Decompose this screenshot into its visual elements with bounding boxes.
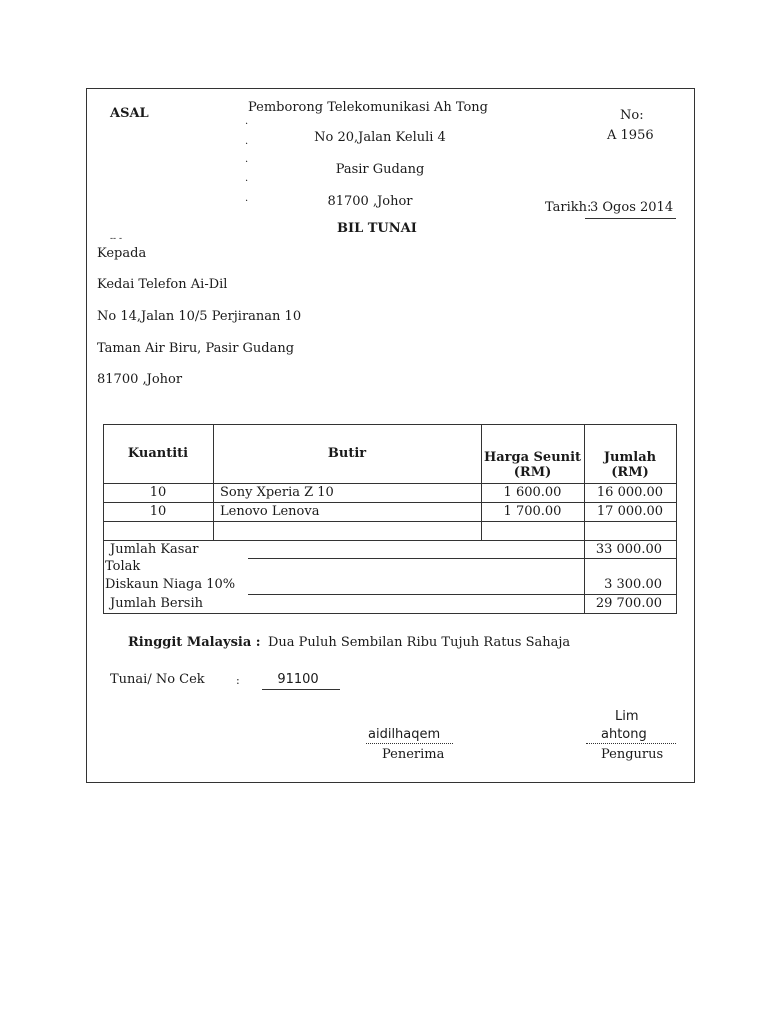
recipient-address-line1: No 14,Jalan 10/5 Perjiranan 10 (97, 309, 302, 324)
table-row-rule (103, 502, 677, 503)
dot-mark: . (245, 173, 249, 184)
asal-label: ASAL (110, 106, 149, 121)
no-value: A 1956 (607, 128, 654, 143)
header-amount: Jumlah (603, 450, 657, 465)
manager-signature-line2: ahtong (601, 727, 647, 742)
ringgit-words: Dua Puluh Sembilan Ribu Tujuh Ratus Sahaja (268, 635, 571, 650)
receiver-signature-line (366, 743, 453, 744)
row2-item: Lenovo Lenova (220, 504, 320, 519)
receiver-signature: aidilhaqem (368, 727, 441, 742)
table-col-rule (676, 424, 677, 613)
table-col-rule (103, 424, 104, 541)
row1-price: 1 600.00 (503, 485, 562, 500)
table-col-rule (103, 540, 104, 613)
row1-qty: 10 (149, 485, 167, 500)
payment-label: Tunai/ No Cek (110, 672, 205, 687)
less-label: Tolak (105, 559, 141, 574)
table-border-top (103, 424, 677, 425)
recipient-label: Kepada (97, 246, 147, 261)
recipient-name: Kedai Telefon Ai-Dil (97, 277, 228, 292)
company-name: Pemborong Telekomunikasi Ah Tong (248, 100, 489, 115)
table-row-rule (103, 540, 677, 541)
dot-mark: . (245, 154, 249, 165)
manager-signature-line1: Lim (615, 709, 639, 724)
company-address-line1: No 20,Jalan Keluli 4 (314, 130, 446, 145)
company-address-line3: 81700 ,Johor (327, 194, 413, 209)
table-row-rule (248, 594, 676, 595)
dot-mark: . (245, 116, 249, 127)
recipient-address-line3: 81700 ,Johor (97, 372, 183, 387)
header-item: Butir (327, 446, 367, 461)
no-label: No: (620, 108, 644, 123)
table-header-rule (103, 483, 677, 484)
date-label: Tarikh: (545, 200, 592, 215)
row1-item: Sony Xperia Z 10 (220, 485, 334, 500)
table-col-rule (481, 424, 482, 541)
date-underline (585, 218, 676, 219)
row2-price: 1 700.00 (503, 504, 562, 519)
dot-mark: . (245, 193, 249, 204)
row2-amount: 17 000.00 (596, 504, 664, 519)
recipient-address-line2: Taman Air Biru, Pasir Gudang (97, 341, 295, 356)
table-row-rule (103, 521, 677, 522)
payment-colon: : (236, 674, 240, 687)
ringgit-label: Ringgit Malaysia : (128, 635, 261, 650)
payment-underline (262, 689, 340, 690)
net-label: Jumlah Bersih (110, 596, 203, 611)
doc-title: BIL TUNAI (337, 221, 417, 236)
dash-mark: -- - (110, 234, 122, 244)
header-quantity: Kuantiti (127, 446, 189, 461)
row2-qty: 10 (149, 504, 167, 519)
dot-mark: . (245, 136, 249, 147)
gross-label: Jumlah Kasar (110, 542, 199, 557)
table-row-rule (248, 558, 676, 559)
discount-value: 3 300.00 (604, 577, 662, 592)
date-value: 3 Ogos 2014 (590, 200, 674, 215)
table-border-bottom (103, 613, 677, 614)
receiver-label: Penerima (382, 747, 445, 762)
company-address-line2: Pasir Gudang (335, 162, 425, 177)
table-col-rule (213, 424, 214, 541)
payment-value: 91100 (277, 672, 319, 687)
discount-label: Diskaun Niaga 10% (105, 577, 236, 592)
header-amount-unit: (RM) (611, 465, 649, 480)
manager-label: Pengurus (601, 747, 664, 762)
net-value: 29 700.00 (595, 596, 662, 611)
row1-amount: 16 000.00 (596, 485, 664, 500)
header-unit-price-unit: (RM) (513, 465, 552, 480)
header-unit-price: Harga Seunit (483, 450, 582, 465)
manager-signature-line (586, 743, 676, 744)
gross-value: 33 000.00 (595, 542, 662, 557)
